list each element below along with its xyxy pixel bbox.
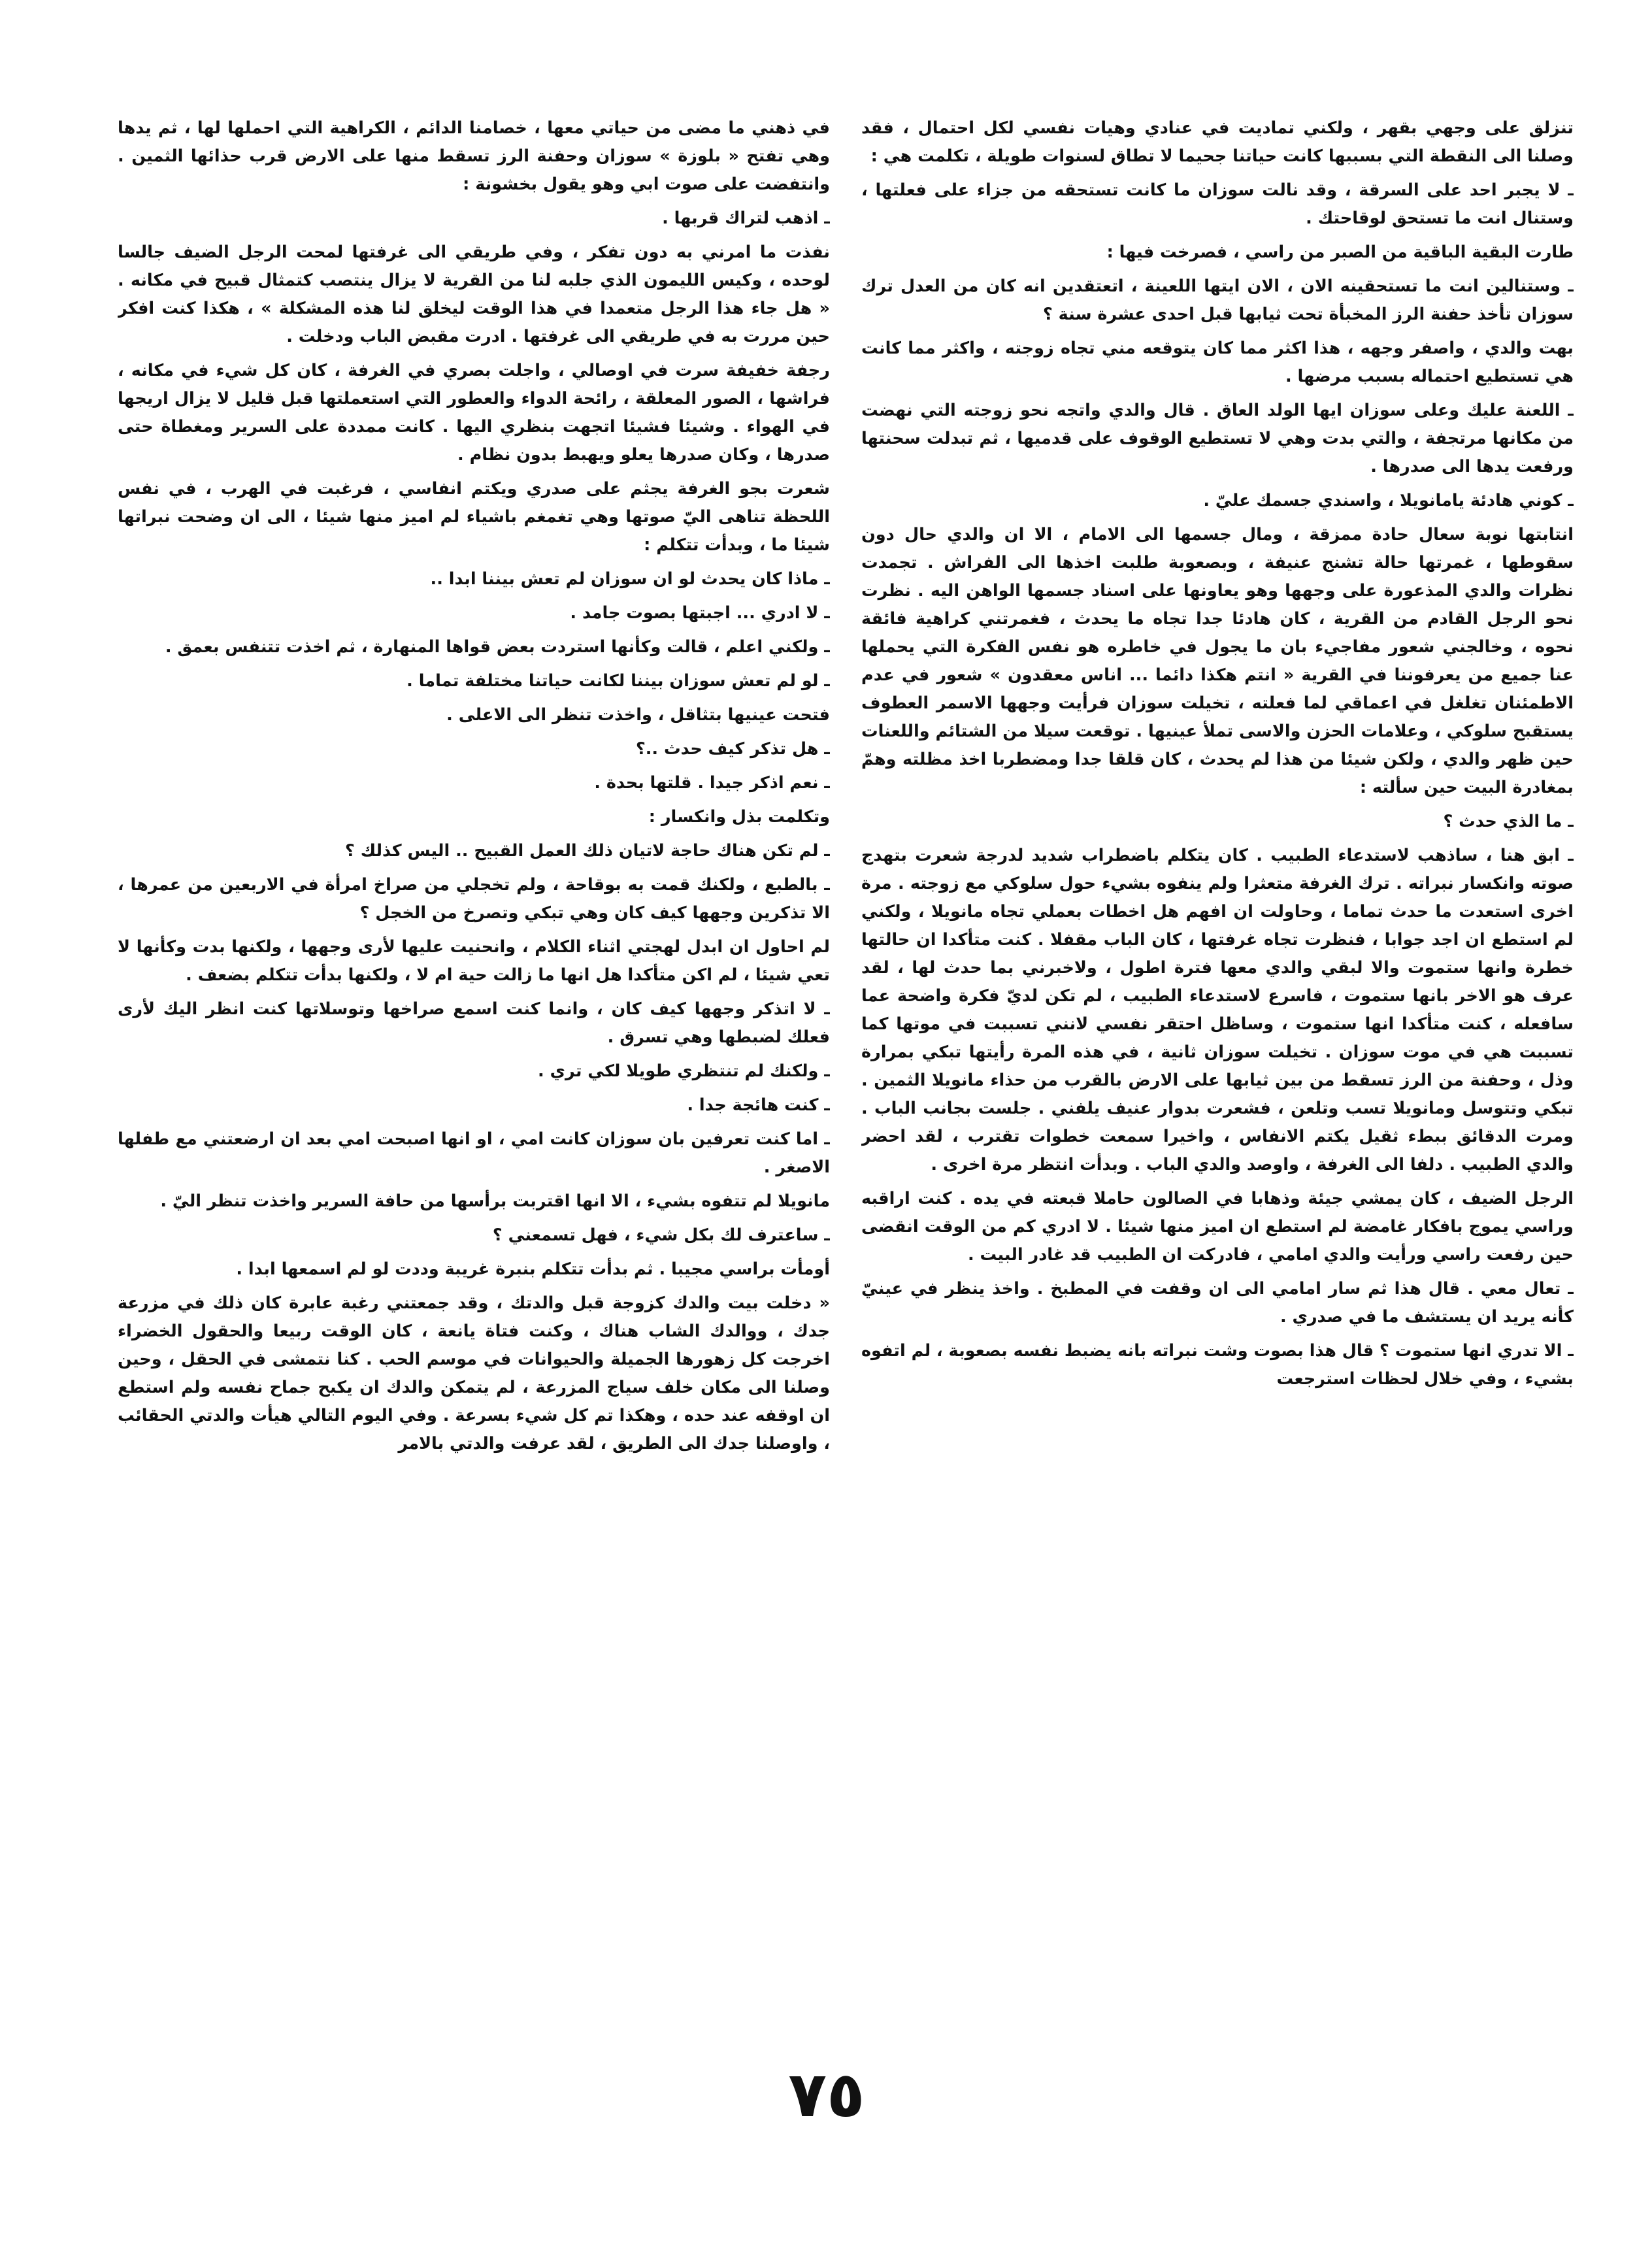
paragraph: بهت والدي ، واصفر وجهه ، هذا اكثر مما كان يتوقعه مني تجاه زوجته ، واكثر مما كانت هي تستطيع احتماله بسبب مرضها . — [861, 339, 1574, 386]
paragraph: لم احاول ان ابدل لهجتي اثناء الكلام ، وانحنيت عليها لأرى وجهها ، ولكنها بدت وكأنها لا تعي شيئا ، لم اكن متأكدا هل انها ما زالت حية ام لا ، ولكنها بدأت تتكلم بضعف . — [118, 937, 830, 985]
paragraph: ـ لا يجبر احد على السرقة ، وقد نالت سوزان ما كانت تستحقه من جزاء على فعلتها ، وستنال انت ما تستحق لوقاحتك . — [861, 180, 1574, 228]
paragraph: ـ وستنالين انت ما تستحقينه الان ، الان ايتها اللعينة ، اتعتقدين انه كان من العدل ترك سوزان تأخذ حفنة الرز المخبأة تحت ثيابها قبل احدى عشرة سنة ؟ — [861, 276, 1574, 324]
paragraph: طارت البقية الباقية من الصبر من راسي ، فصرخت فيها : — [1106, 242, 1574, 262]
paragraph: ـ ما الذي حدث ؟ — [1443, 812, 1574, 831]
paragraph: أومأت براسي مجيبا . ثم بدأت تتكلم بنبرة غريبة وددت لو لم اسمعها ابدا . — [236, 1259, 830, 1279]
paragraph: ـ ابق هنا ، ساذهب لاستدعاء الطبيب . كان يتكلم باضطراب شديد لدرجة شعرت بتهدج صوته وانكسار نبراته . ترك الغرفة متعثرا ولم ينفوه بشيء حول سلوكي مع زوجته . مرة اخرى استعدت ما حدث تماما ، وحاولت ان افهم هل اخطات بعملي تجاه مانويلا ، ولكني لم استطع ان اجد جوابا ، فنظرت تجاه غرفتها ، كان الباب مقفلا . كنت متأكدا ان حالتها خطرة وانها ستموت والا لبقي والدي معها فترة اطول ، ولاخبرني بما حدث لها ، لقد عرف هو الاخر بانها ستموت ، فاسرع لاستدعاء الطبيب ، لم تكن لديّ فكرة واضحة عما سافعله ، كنت متأكدا انها ستموت ، وساظل احتقر نفسي لانني تسببت في موتها كما تسببت هي في موت سوزان . تخيلت سوزان ثانية ، في هذه المرة رأيتها تبكي بمرارة وذل ، وحفنة من الرز تسقط من بين ثيابها على الارض بالقرب من حذاء مانويلا الثمين . تبكي وتتوسل ومانويلا تسب وتلعن ، فشعرت بدوار عنيف يلفني . جلست بجانب الباب . ومرت الدقائق ببطء ثقيل يكتم الانفاس ، واخيرا سمعت خطوات تقترب ، لقد احضر والدي الطبيب . دلفا الى الغرفة ، واوصد والدي الباب . وبدأت انتظر مرة اخرى . — [861, 846, 1574, 1174]
paragraph: ـ هل تذكر كيف حدث ..؟ — [635, 739, 830, 759]
paragraph: ـ لم تكن هناك حاجة لاتيان ذلك العمل القبيح .. اليس كذلك ؟ — [345, 841, 830, 861]
paragraph: ـ لا اتذكر وجهها كيف كان ، وانما كنت اسمع صراخها وتوسلاتها كنت انظر اليك لأرى فعلك لضبطها وهي تسرق . — [118, 999, 830, 1047]
paragraph: ـ كنت هائجة جدا . — [687, 1095, 830, 1115]
paragraph: ـ ولكنك لم تنتظري طويلا لكي تري . — [538, 1061, 830, 1081]
paragraph: فتحت عينيها بتثاقل ، واخذت تنظر الى الاعلى . — [446, 705, 830, 725]
paragraph: ـ اما كنت تعرفين بان سوزان كانت امي ، او انها اصبحت امي بعد ان ارضعتني مع طفلها الاصغر . — [118, 1129, 830, 1177]
paragraph: ـ تعال معي . قال هذا ثم سار امامي الى ان وقفت في المطبخ . واخذ ينظر في عينيّ كأنه يريد ان يستشف ما في صدري . — [861, 1279, 1574, 1327]
paragraph: ـ ولكني اعلم ، قالت وكأنها استردت بعض قواها المنهارة ، ثم اخذت تتنفس بعمق . — [165, 637, 830, 657]
paragraph: ـ الا تدري انها ستموت ؟ قال هذا بصوت وشت نبراته بانه يضبط نفسه بصعوبة ، لم اتفوه بشيء ، وفي خلال لحظات استرجعت — [861, 1341, 1574, 1389]
paragraph: رجفة خفيفة سرت في اوصالي ، واجلت بصري في الغرفة ، كان كل شيء في مكانه ، فراشها ، الصور المعلقة ، رائحة الدواء والعطور التي استعملتها قبل قليل لا يزال اريجها في الهواء . وشيئا فشيئا اتجهت بنظري اليها . كانت ممددة على السرير ومغطاة حتى صدرها ، وكان صدرها يعلو ويهبط بدون نظام . — [118, 361, 830, 465]
page-number: ٧٥ — [788, 2058, 865, 2131]
paragraph: ـ ساعترف لك بكل شيء ، فهل تسمعني ؟ — [492, 1225, 830, 1245]
paragraph: ـ ماذا كان يحدث لو ان سوزان لم تعش بيننا ابدا .. — [430, 569, 830, 589]
paragraph: وتكلمت بذل وانكسار : — [648, 807, 830, 827]
paragraph: في ذهني ما مضى من حياتي معها ، خصامنا الدائم ، الكراهية التي احملها لها ، ثم يدها وهي تفتح « بلوزة » سوزان وحفنة الرز تسقط منها على الارض قرب حذائها الثمين . وانتفضت على صوت ابي وهو يقول بخشونة : — [118, 118, 830, 194]
paragraph: انتابتها نوبة سعال حادة ممزقة ، ومال جسمها الى الامام ، الا ان والدي حال دون سقوطها ، غمرتها حالة تشنج عنيفة ، وبصعوبة طلبت اخذها الى الفراش . تجمدت نظرات والدي المذعورة على وجهها وهو يعاونها على اسناد جسمها الواهن اليه . نظرت نحو الرجل القادم من القرية ، كان هادئا جدا تجاه ما يحدث ، فغمرتني كراهية فائقة نحوه ، وخالجني شعور مفاجيء بان ما يجول في خاطره هو نفس الفكرة التي يحملها عنا جميع من يعرفوننا في القرية « انتم هكذا دائما ... اناس معقدون » شعور في عدم الاطمئنان تغلغل في اعماقي لما فعلته ، تخيلت سوزان فرأيت وجهها الاسمر العطوف يستقبح سلوكي ، وعلامات الحزن والاسى تملأ عينيها . توقعت سيلا من الشتائم واللعنات حين ظهر والدي ، ولكن شيئا من هذا لم يحدث ، كان قلقا جدا ومضطربا اخذ مظلته وهمّ بمغادرة البيت حين سألته : — [861, 525, 1574, 797]
paragraph: ـ اللعنة عليك وعلى سوزان ايها الولد العاق . قال والدي واتجه نحو زوجته التي نهضت من مكانها مرتجفة ، والتي بدت وهي لا تستطيع الوقوف على قدميها ، ثم تبدلت سحنتها ورفعت يدها الى صدرها . — [861, 401, 1574, 476]
paragraph: مانويلا لم تتفوه بشيء ، الا انها اقتربت برأسها من حافة السرير واخذت تنظر اليّ . — [160, 1191, 830, 1211]
paragraph: « دخلت بيت والدك كزوجة قبل والدتك ، وقد جمعتني رغبة عابرة كان ذلك في مزرعة جدك ، ووالدك الشاب هناك ، وكنت فتاة يانعة ، كان الوقت ربيعا والحقول الخضراء اخرجت كل زهورها الجميلة والحيوانات في موسم الحب . كنا نتمشى في الحقل ، وحين وصلنا الى مكان خلف سياج المزرعة ، لم يتمكن والدك ان يكبح جماح نفسه ولم استطع ان اوقفه عند حده ، وهكذا تم كل شيء بسرعة . وفي اليوم التالي هيأت والدتي الحقائب ، واوصلنا جدك الى الطريق ، لقد عرفت والدتي بالامر — [118, 1293, 830, 1453]
paragraph: شعرت بجو الغرفة يجثم على صدري ويكتم انفاسي ، فرغبت في الهرب ، في نفس اللحظة تناهى اليّ صوتها وهي تغمغم باشياء لم اميز منها شيئا ، الى ان وضحت نبراتها شيئا ما ، وبدأت تتكلم : — [118, 479, 830, 555]
paragraph: ـ لا ادري ... اجبتها بصوت جامد . — [570, 603, 830, 623]
paragraph: ـ بالطبع ، ولكنك قمت به بوقاحة ، ولم تخجلي من صراخ امرأة في الاربعين من عمرها ، الا تذكرين وجهها كيف كان وهي تبكي وتصرخ من الخجل ؟ — [118, 875, 830, 923]
paragraph: ـ نعم اذكر جيدا . قلتها بحدة . — [594, 773, 830, 793]
right-text-column — [861, 114, 1574, 2075]
left-text-column — [118, 114, 830, 2075]
paragraph: تنزلق على وجهي بقهر ، ولكني تماديت في عنادي وهيات نفسي لكل احتمال ، فقد وصلنا الى النقطة التي بسببها كانت حياتنا جحيما لا تطاق لسنوات طويلة ، تكلمت هي : — [861, 118, 1574, 166]
paragraph: ـ اذهب لتراك قربها . — [662, 208, 830, 228]
paragraph: ـ لو لم تعش سوزان بيننا لكانت حياتنا مختلفة تماما . — [406, 671, 830, 691]
paragraph: نفذت ما امرني به دون تفكر ، وفي طريقي الى غرفتها لمحت الرجل الضيف جالسا لوحده ، وكيس الليمون الذي جلبه لنا من القرية لا يزال ينتصب كتمثال قبيح في مكانه . « هل جاء هذا الرجل متعمدا في هذا الوقت ليخلق لنا هذه المشكلة » ، هكذا كنت افكر حين مررت به في طريقي الى غرفتها . ادرت مقبض الباب ودخلت . — [118, 242, 830, 346]
paragraph: ـ كوني هادئة يامانويلا ، واسندي جسمك عليّ . — [1203, 491, 1574, 510]
paragraph: الرجل الضيف ، كان يمشي جيئة وذهابا في الصالون حاملا قبعته في يده . كنت اراقبه وراسي يموج بافكار غامضة لم استطع ان اميز منها شيئا . لا ادري كم من الوقت انقضى حين رفعت راسي ورأيت والدي امامي ، فادركت ان الطبيب قد غادر البيت . — [861, 1189, 1574, 1265]
